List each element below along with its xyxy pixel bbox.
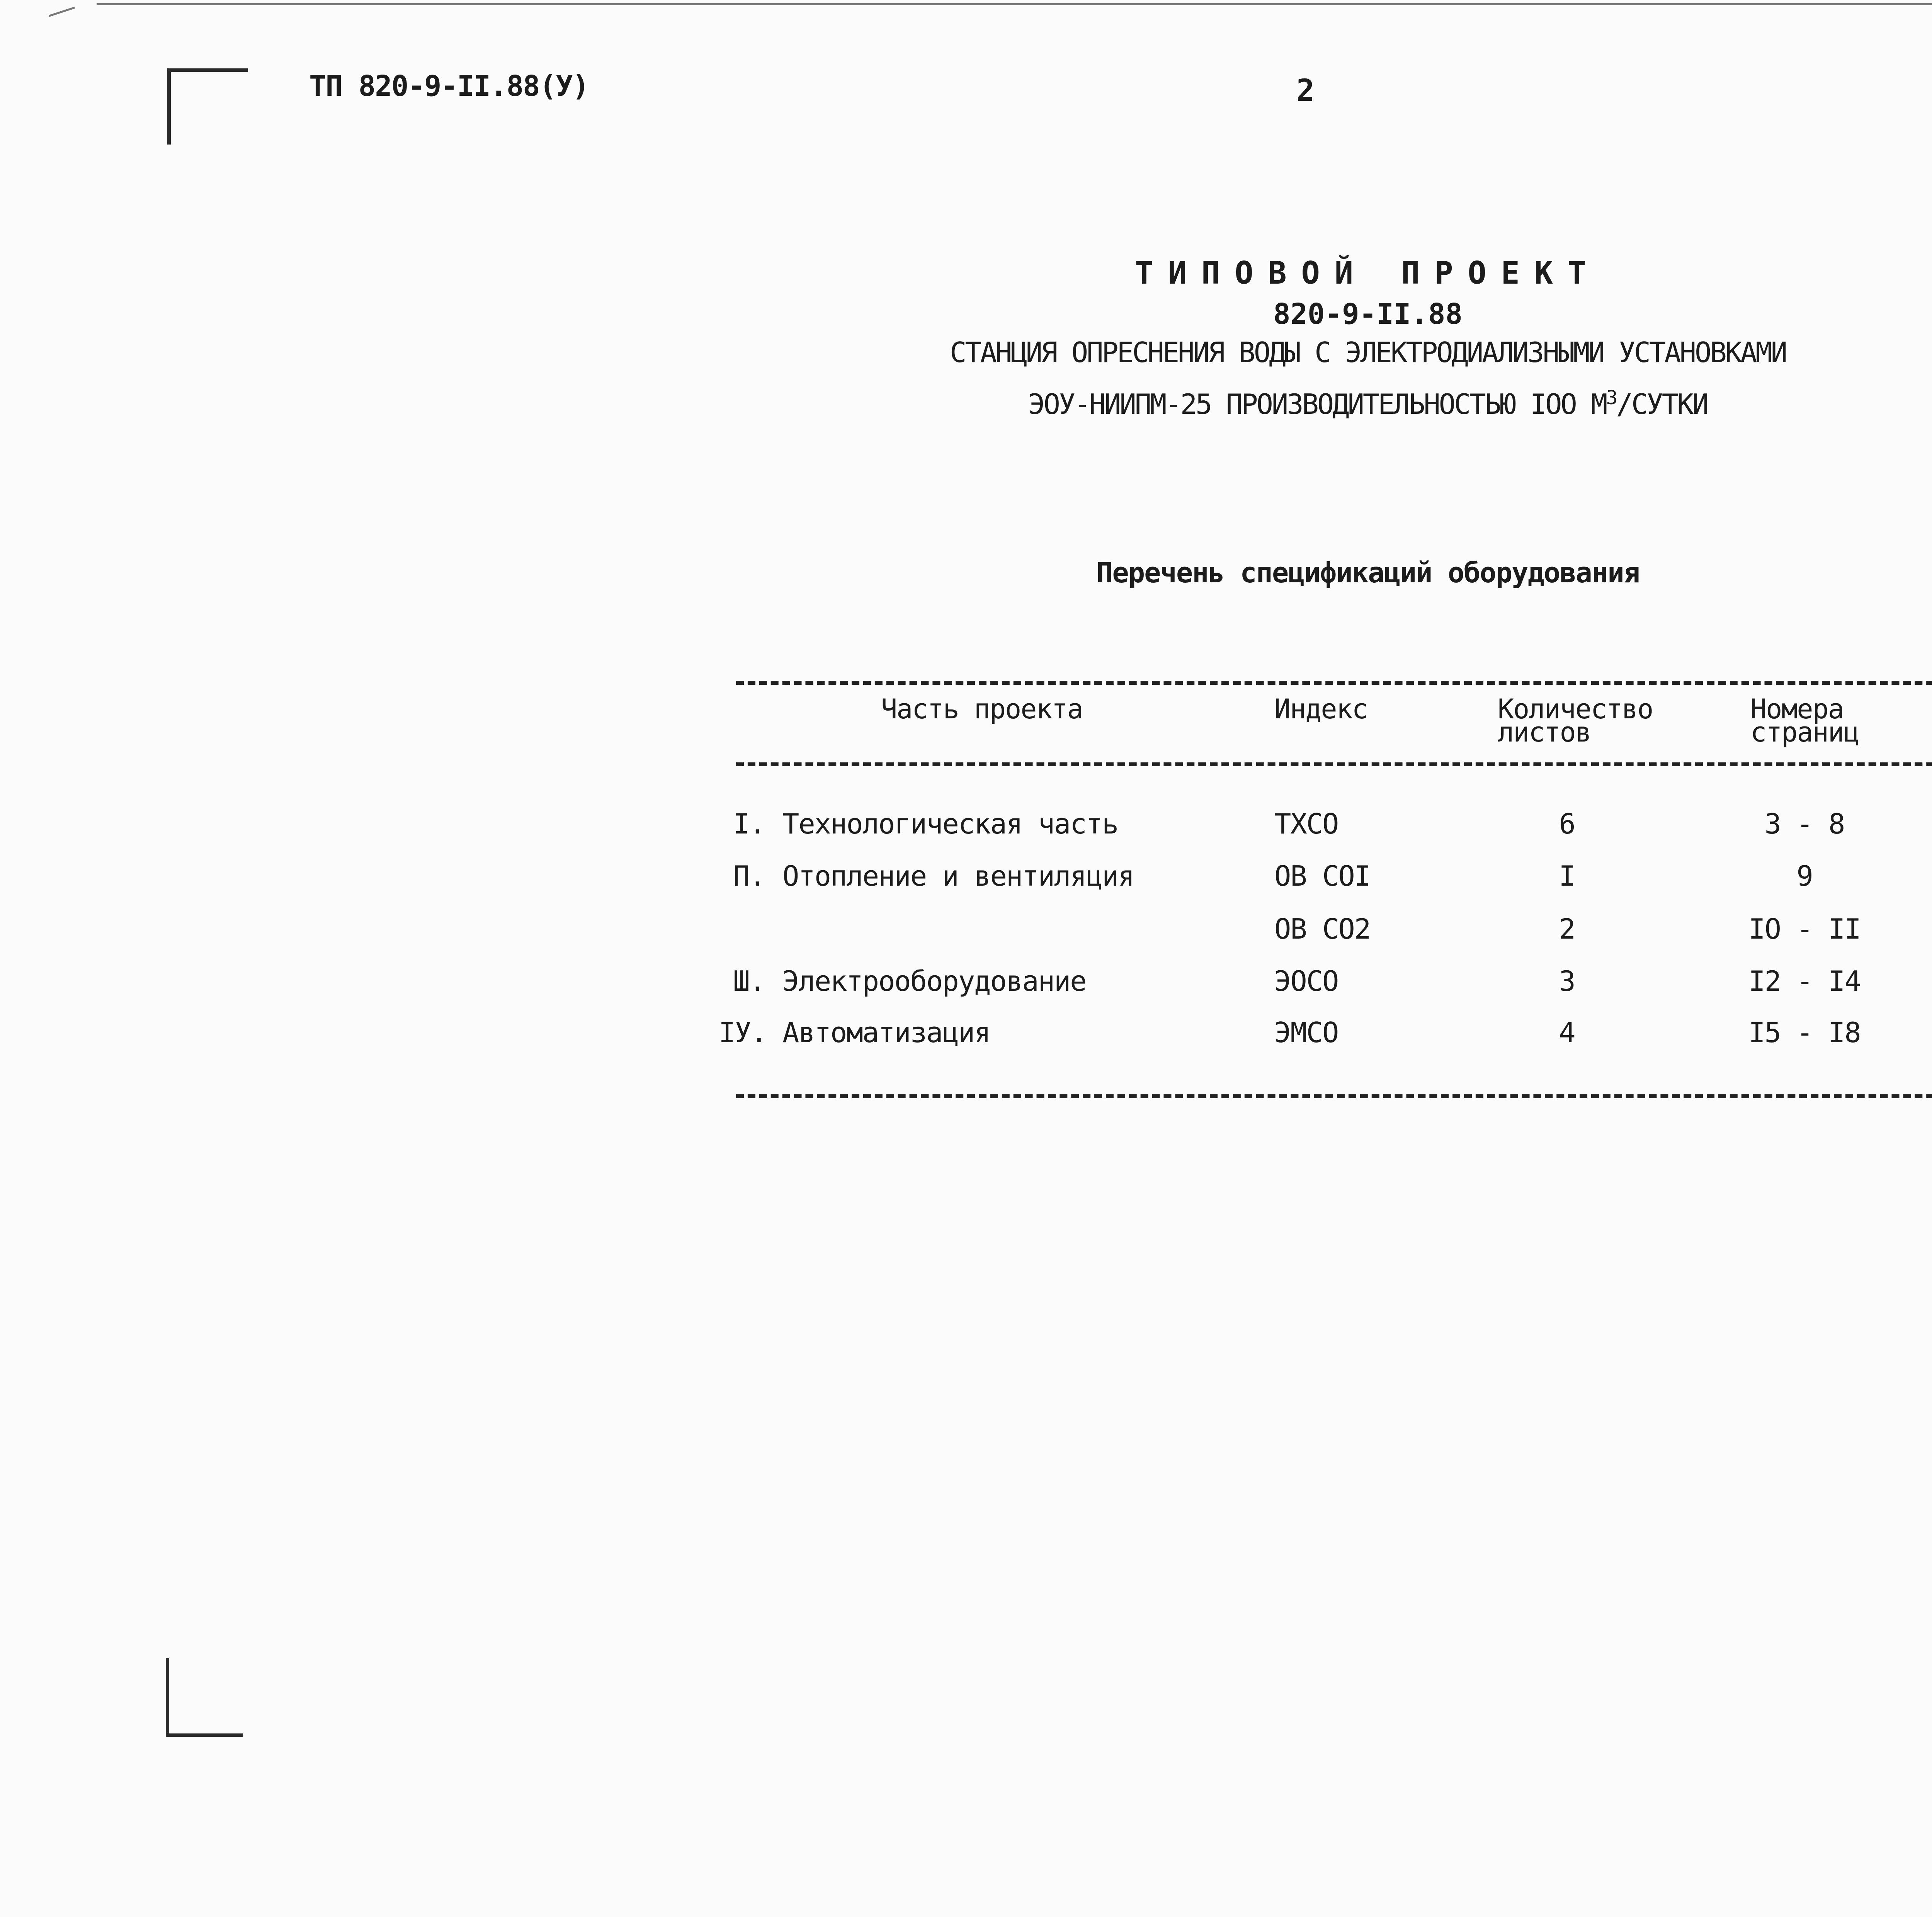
row-count: 3 <box>1559 965 1575 997</box>
title-line-4-prefix: ЭОУ-НИИПМ-25 ПРОИЗВОДИТЕЛЬНОСТЬЮ IOO М <box>1028 388 1606 420</box>
header-part: Часть проекта <box>881 693 1083 725</box>
page-number: 2 <box>1296 73 1315 108</box>
row-index: ТХСО <box>1274 808 1338 840</box>
row-index: ОВ СОI <box>1274 860 1371 892</box>
row-part: Отопление и вентиляция <box>782 860 1134 892</box>
table-bottom-rule <box>736 1094 1932 1098</box>
row-number: IУ. <box>719 1016 767 1049</box>
title-line-4 <box>696 386 1932 420</box>
header-pages: Номера страниц <box>1750 693 1859 748</box>
title-line-4-superscript: 3 <box>1606 386 1616 409</box>
row-number: I. <box>733 808 765 840</box>
table-top-rule <box>736 681 1932 685</box>
row-count: 2 <box>1559 913 1575 945</box>
row-pages: 3 - 8 <box>1764 808 1845 840</box>
row-pages: I5 - I8 <box>1748 1016 1861 1049</box>
row-part: Автоматизация <box>782 1016 990 1049</box>
row-pages: 9 <box>1796 860 1813 892</box>
title-line-3: СТАНЦИЯ ОПРЕСНЕНИЯ ВОДЫ С ЭЛЕКТРОДИАЛИЗНЫМИ УСТАНОВКАМИ <box>949 336 1786 369</box>
header-count: Количество листов <box>1498 693 1653 748</box>
title-line-1: ТИПОВОЙ ПРОЕКТ <box>1134 255 1601 291</box>
spec-heading: Перечень спецификаций оборудования <box>1096 556 1639 589</box>
row-count: I <box>1559 860 1575 892</box>
table-header-rule <box>736 762 1932 766</box>
corner-mark-top-left <box>167 68 248 145</box>
row-count: 4 <box>1559 1016 1575 1049</box>
corner-mark-bottom-left <box>166 1658 243 1737</box>
document-code: ТП 820-9-II.88(У) <box>309 70 589 103</box>
row-index: ЭОСО <box>1274 965 1338 997</box>
row-part: Электрооборудование <box>782 965 1086 997</box>
title-line-4-suffix: /СУТКИ <box>1616 388 1708 420</box>
row-number: П. <box>733 860 765 892</box>
row-count: 6 <box>1559 808 1575 840</box>
top-edge-scratch <box>49 7 75 17</box>
row-part: Технологическая часть <box>782 808 1118 840</box>
row-index: ОВ СО2 <box>1274 913 1371 945</box>
row-index: ЭМСО <box>1274 1016 1338 1049</box>
row-number: Ш. <box>733 965 765 997</box>
row-pages: IO - II <box>1748 913 1861 945</box>
top-edge-line <box>97 3 1932 5</box>
row-pages: I2 - I4 <box>1748 965 1861 997</box>
title-line-2: 820-9-II.88 <box>1273 298 1463 331</box>
header-index: Индекс <box>1274 693 1367 725</box>
